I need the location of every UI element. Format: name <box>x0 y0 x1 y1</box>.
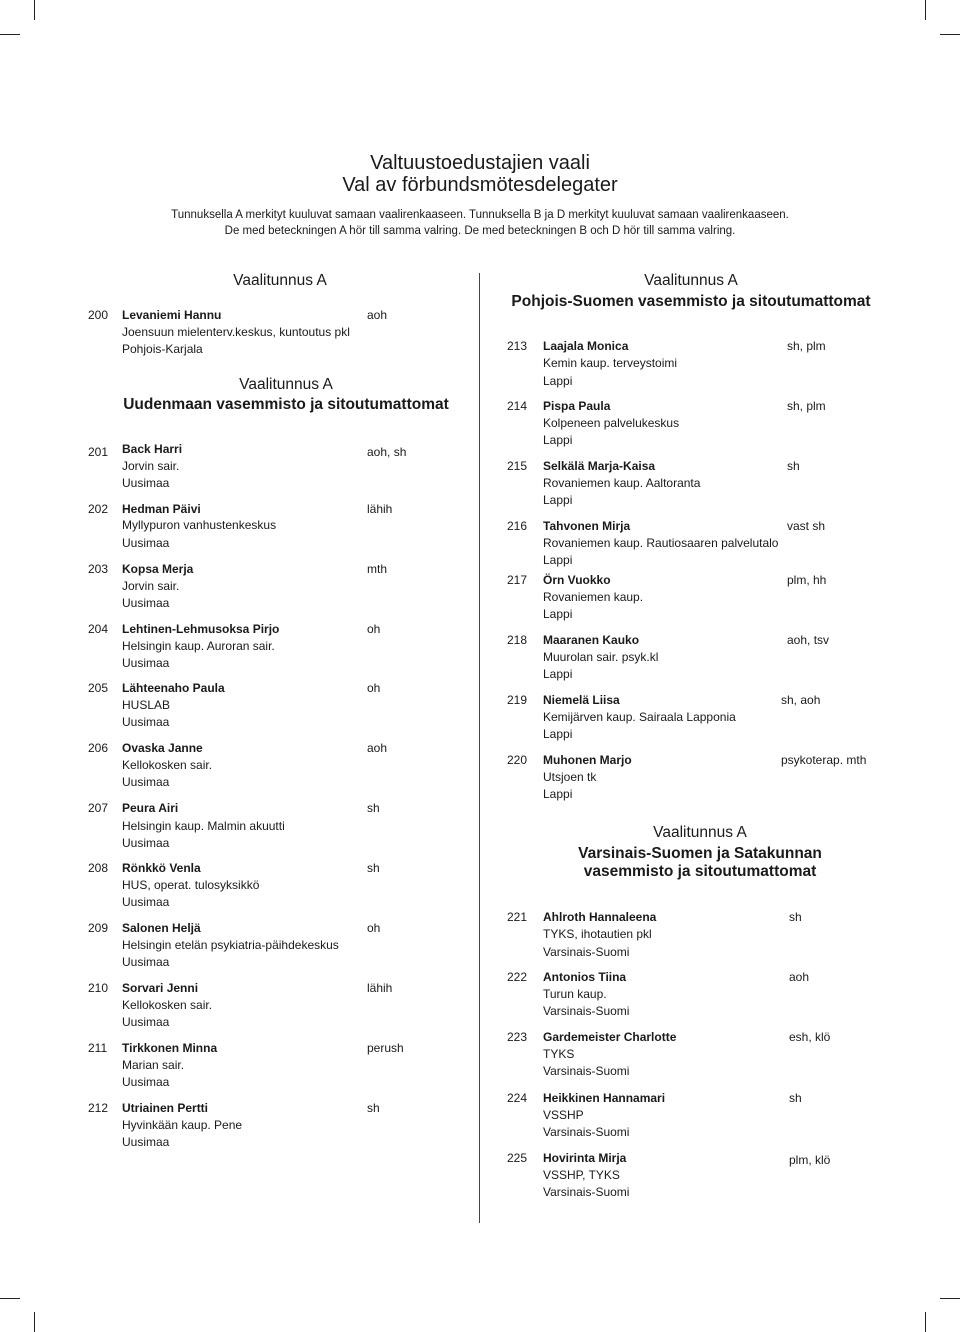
header-note: Tunnuksella A merkityt kuuluvat samaan vaalirenkaaseen. Tunnuksella B ja D merkityt kuuluvat samaan vaalirenkaaseen. <box>171 209 789 221</box>
candidate-name: Maaranen Kauko <box>543 633 640 647</box>
candidate-name: Hedman Päivi <box>122 502 201 516</box>
candidate-name: Antonios Tiina <box>543 970 627 984</box>
candidate-workplace: Helsingin kaup. Auroran sair. <box>122 639 275 653</box>
candidate-name: Gardemeister Charlotte <box>543 1030 677 1044</box>
candidate-region: Uusimaa <box>122 1015 170 1029</box>
candidate-workplace: HUS, operat. tulosyksikkö <box>122 878 260 892</box>
crop-mark <box>34 0 35 20</box>
candidate-workplace: Hyvinkään kaup. Pene <box>122 1118 243 1132</box>
candidate-number: 205 <box>88 681 109 695</box>
page-title: Valtuustoedustajien vaali <box>370 152 590 174</box>
candidate-role: aoh <box>367 741 388 755</box>
candidate-workplace: HUSLAB <box>122 698 171 712</box>
candidate-region: Uusimaa <box>122 476 170 490</box>
candidate-workplace: Kemin kaup. terveystoimi <box>543 356 678 370</box>
section-title: vasemmisto ja sitoutumattomat <box>583 863 817 880</box>
candidate-number: 216 <box>507 519 528 533</box>
column-divider <box>479 273 480 1223</box>
candidate-number: 201 <box>88 445 109 459</box>
candidate-name: Niemelä Liisa <box>543 693 620 707</box>
crop-mark <box>0 1298 20 1299</box>
candidate-workplace: Turun kaup. <box>543 987 607 1001</box>
candidate-name: Selkälä Marja-Kaisa <box>543 459 656 473</box>
candidate-number: 219 <box>507 693 528 707</box>
candidate-workplace: Myllypuron vanhustenkeskus <box>122 518 277 532</box>
candidate-name: Tirkkonen Minna <box>122 1041 218 1055</box>
candidate-number: 214 <box>507 399 528 413</box>
candidate-workplace: Kellokosken sair. <box>122 758 213 772</box>
candidate-region: Lappi <box>543 787 573 801</box>
candidate-name: Utriainen Pertti <box>122 1101 209 1115</box>
candidate-workplace: Jorvin sair. <box>122 459 180 473</box>
candidate-role: sh <box>787 459 800 473</box>
candidate-region: Varsinais-Suomi <box>543 1125 630 1139</box>
candidate-number: 212 <box>88 1101 109 1115</box>
candidate-number: 220 <box>507 753 528 767</box>
candidate-number: 217 <box>507 573 528 587</box>
candidate-region: Lappi <box>543 607 573 621</box>
candidate-role: aoh, tsv <box>787 633 830 647</box>
candidate-workplace: Kolpeneen palvelukeskus <box>543 416 680 430</box>
candidate-region: Varsinais-Suomi <box>543 945 630 959</box>
candidate-role: aoh <box>367 308 388 322</box>
candidate-number: 207 <box>88 801 109 815</box>
candidate-name: Tahvonen Mirja <box>543 519 631 533</box>
candidate-role: plm, hh <box>787 573 827 587</box>
candidate-role: oh <box>367 622 381 636</box>
candidate-role: plm, klö <box>789 1153 831 1167</box>
candidate-number: 225 <box>507 1151 528 1165</box>
candidate-role: sh, plm <box>787 399 826 413</box>
candidate-number: 218 <box>507 633 528 647</box>
candidate-number: 203 <box>88 562 109 576</box>
candidate-role: sh, aoh <box>781 693 821 707</box>
candidate-workplace: TYKS, ihotautien pkl <box>543 927 652 941</box>
candidate-role: oh <box>367 921 381 935</box>
candidate-region: Uusimaa <box>122 1135 170 1149</box>
candidate-name: Lähteenaho Paula <box>122 681 225 695</box>
candidate-name: Örn Vuokko <box>543 573 611 587</box>
candidate-workplace: Muurolan sair. psyk.kl <box>543 650 659 664</box>
candidate-role: sh <box>367 801 380 815</box>
section-title: Pohjois-Suomen vasemmisto ja sitoutumattomat <box>511 293 871 310</box>
candidate-workplace: Joensuun mielenterv.keskus, kuntoutus pkl <box>122 325 350 339</box>
candidate-number: 200 <box>88 308 109 322</box>
candidate-name: Muhonen Marjo <box>543 753 632 767</box>
candidate-name: Levaniemi Hannu <box>122 308 222 322</box>
candidate-role: sh <box>367 1101 380 1115</box>
crop-mark <box>34 1312 35 1332</box>
page-subtitle: Val av förbundsmötesdelegater <box>342 174 618 196</box>
candidate-region: Uusimaa <box>122 656 170 670</box>
candidate-region: Lappi <box>543 433 573 447</box>
candidate-region: Uusimaa <box>122 1075 170 1089</box>
crop-mark <box>925 0 926 20</box>
candidate-workplace: Rovaniemen kaup. <box>543 590 644 604</box>
candidate-name: Rönkkö Venla <box>122 861 201 875</box>
candidate-role: lähih <box>367 502 393 516</box>
section-heading: Vaalitunnus A <box>239 376 333 393</box>
candidate-workplace: Kellokosken sair. <box>122 998 213 1012</box>
crop-mark <box>940 1298 960 1299</box>
candidate-name: Peura Airi <box>122 801 179 815</box>
candidate-role: oh <box>367 681 381 695</box>
candidate-number: 204 <box>88 622 109 636</box>
candidate-number: 202 <box>88 502 109 516</box>
candidate-region: Varsinais-Suomi <box>543 1004 630 1018</box>
candidate-role: sh, plm <box>787 339 826 353</box>
candidate-role: aoh <box>789 970 810 984</box>
candidate-role: esh, klö <box>789 1030 831 1044</box>
candidate-number: 224 <box>507 1091 528 1105</box>
candidate-workplace: Helsingin etelän psykiatria-päihdekeskus <box>122 938 339 952</box>
section-heading: Vaalitunnus A <box>233 272 327 289</box>
candidate-region: Lappi <box>543 727 573 741</box>
candidate-workplace: VSSHP, TYKS <box>543 1168 620 1182</box>
candidate-number: 222 <box>507 970 528 984</box>
candidate-region: Uusimaa <box>122 836 170 850</box>
candidate-name: Heikkinen Hannamari <box>543 1091 666 1105</box>
candidate-workplace: Rovaniemen kaup. Aaltoranta <box>543 476 701 490</box>
candidate-region: Uusimaa <box>122 955 170 969</box>
candidate-name: Laajala Monica <box>543 339 629 353</box>
candidate-number: 211 <box>88 1041 108 1055</box>
candidate-region: Uusimaa <box>122 596 170 610</box>
candidate-name: Pispa Paula <box>543 399 611 413</box>
candidate-workplace: Jorvin sair. <box>122 579 180 593</box>
candidate-role: mth <box>367 562 388 576</box>
candidate-role: sh <box>789 1091 802 1105</box>
section-heading: Vaalitunnus A <box>644 272 738 289</box>
candidate-name: Ahlroth Hannaleena <box>543 910 657 924</box>
candidate-workplace: Utsjoen tk <box>543 770 597 784</box>
candidate-workplace: Kemijärven kaup. Sairaala Lapponia <box>543 710 736 724</box>
section-heading: Vaalitunnus A <box>653 824 747 841</box>
candidate-role: perush <box>367 1041 404 1055</box>
candidate-workplace: Rovaniemen kaup. Rautiosaaren palvelutalo <box>543 536 779 550</box>
candidate-number: 223 <box>507 1030 528 1044</box>
crop-mark <box>925 1312 926 1332</box>
candidate-role: psykoterap. mth <box>781 753 867 767</box>
candidate-number: 210 <box>88 981 109 995</box>
candidate-role: vast sh <box>787 519 826 533</box>
section-title: Uudenmaan vasemmisto ja sitoutumattomat <box>123 396 449 413</box>
candidate-number: 206 <box>88 741 109 755</box>
candidate-region: Pohjois-Karjala <box>122 342 203 356</box>
candidate-number: 213 <box>507 339 528 353</box>
candidate-name: Sorvari Jenni <box>122 981 199 995</box>
candidate-name: Ovaska Janne <box>122 741 203 755</box>
candidate-region: Lappi <box>543 493 573 507</box>
candidate-region: Lappi <box>543 553 573 567</box>
candidate-workplace: Helsingin kaup. Malmin akuutti <box>122 819 285 833</box>
candidate-role: lähih <box>367 981 393 995</box>
section-title: Varsinais-Suomen ja Satakunnan <box>578 845 822 862</box>
candidate-region: Lappi <box>543 374 573 388</box>
crop-mark <box>0 34 20 35</box>
candidate-region: Uusimaa <box>122 536 170 550</box>
header-note: De med beteckningen A hör till samma valring. De med beteckningen B och D hör till samma valring. <box>224 225 736 237</box>
candidate-number: 208 <box>88 861 109 875</box>
candidate-name: Back Harri <box>122 442 183 456</box>
candidate-region: Varsinais-Suomi <box>543 1185 630 1199</box>
candidate-role: sh <box>367 861 380 875</box>
candidate-workplace: VSSHP <box>543 1108 584 1122</box>
candidate-role: aoh, sh <box>367 445 407 459</box>
candidate-region: Uusimaa <box>122 775 170 789</box>
candidate-name: Lehtinen-Lehmusoksa Pirjo <box>122 622 280 636</box>
candidate-role: sh <box>789 910 802 924</box>
crop-mark <box>940 34 960 35</box>
page-header <box>0 152 960 239</box>
candidate-name: Salonen Heljä <box>122 921 201 935</box>
candidate-workplace: Marian sair. <box>122 1058 185 1072</box>
candidate-region: Uusimaa <box>122 895 170 909</box>
candidate-region: Lappi <box>543 667 573 681</box>
candidate-name: Kopsa Merja <box>122 562 194 576</box>
candidate-number: 209 <box>88 921 109 935</box>
candidate-workplace: TYKS <box>543 1047 575 1061</box>
candidate-region: Uusimaa <box>122 715 170 729</box>
candidate-name: Hovirinta Mirja <box>543 1151 627 1165</box>
candidate-number: 221 <box>507 910 528 924</box>
candidate-number: 215 <box>507 459 528 473</box>
candidate-region: Varsinais-Suomi <box>543 1064 630 1078</box>
